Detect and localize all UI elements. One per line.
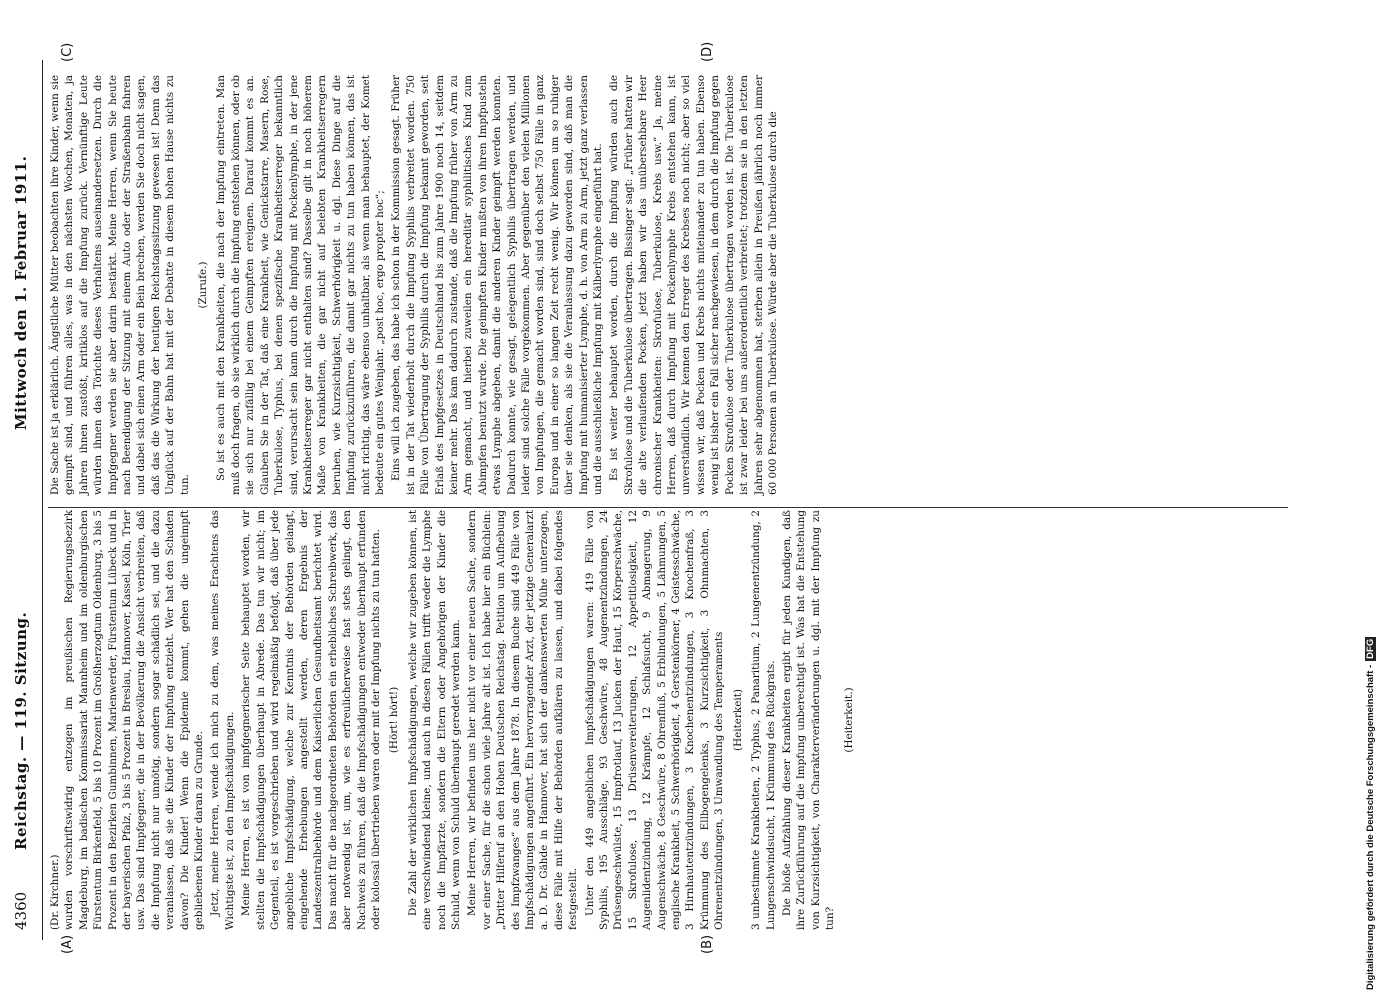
left-column: [48, 510, 860, 930]
paragraph: Meine Herren, es ist von impfgegnerischer Seite behauptet worden, wir stellten die Impfschädigungen überhaupt in Abrede. Das tun wir nicht; im Gegenteil, es ist vorgeschrieben und wird regelmäßig befolgt, daß über jede angebliche Impfschädigung, welche zur Kenntnis der Behörden gelangt, eingehende Erhebungen angestellt werden, deren Ergebnis der Landeszentralbehörde und dem Kaiserlichen Gesundheitsamt berichtet wird. Das macht für die nachgeordneten Behörden ein erhebliches Schreibwerk, das aber notwendig ist, um, wie es erfreulicherweise fast stets gelingt, den Nachweis zu führen, daß die Impfschädigungen entweder überhaupt erfunden oder kolossal übertrieben waren oder mit der Impfung nichts zu tun hatten.: [240, 510, 382, 930]
credit-text: Digitalisierung gefördert durch die Deutsche Forschungsgemeinschaft -: [1365, 664, 1376, 990]
column-divider: [48, 507, 1288, 508]
paragraph: Es ist weiter behauptet worden, durch die Impfung würden auch die Skrofulose und die Tuberkulose übertragen. Bissinger sagt: „Früher hatten wir die alte verlaufenden Pocken, jetzt haben wir das unübersehbare Heer chronischer Krankheiten: Skrofulose, Tuberkulose, Krebs usw.“ Ja, meine Herren, daß durch Impfung mit Pockenlymphe Krebs entstehen kann, ist unverständlich. Wir kennen den Erreger des Krebses noch nicht; aber so viel wissen wir, daß Pocken und Krebs nichts miteinander zu tun haben. Ebenso wenig ist bisher ein Fall sicher nachgewiesen, in dem durch die Impfung gegen Pocken Skrofulose oder Tuberkulose übertragen worden ist. Die Tuberkulose ist zwar leider bei uns außerordentlich verbreitet; trotzdem sie in den letzten Jahren sehr abgenommen hat, sterben allein in Preußen jährlich noch immer 60 000 Personen an Tuberkulose. Würde aber die Tuberkulose durch die: [608, 75, 779, 495]
digitization-credit: [1365, 637, 1376, 990]
speaker-label: (Dr. Kirchner.): [49, 854, 61, 930]
interjection: (Heiterkeit.): [842, 687, 855, 753]
paragraph: Die Zahl der wirklichen Impfschädigungen, welche wir zugeben können, ist eine verschwindend kleine, und auch in diesen Fällen trifft weder die Lymphe noch die Impfärzte, sondern die Eltern oder Angehörigen der Kinder die Schuld, wenn von Schuld überhaupt geredet werden kann.: [406, 510, 462, 930]
paragraph: Meine Herren, wir befinden uns hier nicht vor einer neuen Sache, sondern vor einer Sache, für die schon viele Jahre alt ist. Ich habe hier ein Büchlein: „Dritter Hilferuf an den Hohen Deutschen Reichstag. Petition um Aufhebung des Impfzwanges“ aus dem Jahre 1878. In diesem Buche sind 449 Fälle von Impfschädigungen angeführt. Ein hervorragender Arzt, der jetzige Generalarzt a. D. Dr. Gähde in Hannover, hat sich der dankenswerten Mühe unterzogen, diese Fälle mit Hilfe der Behörden aufklären zu lassen, und dabei folgendes festgestellt.: [466, 510, 580, 930]
paragraph: Eins will ich zugeben, das habe ich schon in der Kommission gesagt. Früher ist in der Tat wiederholt durch die Impfung Syphilis verbreitet worden. 750 Fälle von Übertragung der Syphilis durch die Impfung bekannt geworden, seit Erlaß des Impfgesetzes in Deutschland bis zum Jahre 1900 noch 14, seitdem keiner mehr. Das kam dadurch zustande, daß die Impfung früher von Arm zu Arm gemacht, und hierbei zuweilen ein hereditär syphilitisches Kind zum Abimpfen benutzt wurde. Die geimpften Kinder mußten von ihren Impfpusteln etwas Lymphe abgeben, damit die anderen Kinder geimpft werden konnten. Dadurch konnte, wie gesagt, gelegentlich Syphilis übertragen werden, und leider sind solche Fälle vorgekommen. Aber gegenüber den vielen Millionen von Impfungen, die gemacht worden sind, sind doch selbst 750 Fälle in ganz Europa und in einer so langen Zeit recht wenig. Wir können um so ruhiger über sie denken, als sie die Veranlassung dazu geworden sind, daß man die Impfung mit humanisierter Lymphe, d. h. von Arm zu Arm, jetzt ganz verlassen und die ausschließliche Impfung mit Kälberlymphe eingeführt hat.: [390, 75, 605, 495]
page-number: 4360: [12, 891, 30, 930]
running-header: [12, 70, 38, 930]
paragraph: Die Sache ist ja erklärlich. Ängstliche Mütter beobachten ihre Kinder, wenn sie geimpft sind, und führen alles, was in den nächsten Wochen, Monaten, ja Jahren ihnen zustößt, kritiklos auf die Impfung zurück. Vernünftige Leute würden ihnen das Törichte dieses Verhaltens auseinandersetzen. Durch die Impfgegner werden sie aber darin bestärkt. Meine Herren, wenn Sie heute nach Beendigung der Sitzung mit einem Auto oder der Straßenbahn fahren und dabei sich einen Arm oder ein Bein brechen, werden Sie doch nicht sagen, daß das die Wirkung der heutigen Reichstagssitzung gewesen ist! Denn das Unglück auf der Bahn hat mit der Debatte in diesem hohen Hause nichts zu tun.: [49, 75, 191, 495]
paragraph: So ist es auch mit den Krankheiten, die nach der Impfung eintreten. Man muß doch fragen, ob sie wirklich durch die Impfung entstehen können, oder ob sie sich nur zufällig bei einem Geimpften ereignen. Darauf kommt es an. Glauben Sie in der Tat, daß eine Krankheit, wie Genickstarre, Masern, Rose, Tuberkulose, Typhus, bei denen spezifische Krankheitserreger bekanntlich sind, verursacht sein kann durch die Impfung mit Pockenlymphe, in der jene Krankheitserreger gar nicht enthalten sind? Dasselbe gilt in noch höherem Maße von Krankheiten, die gar nicht auf belebten Krankheitserregern beruhen, wie Kurzsichtigkeit, Schwerhörigkeit u. dgl. Diese Dinge auf die Impfung zurückzuführen, die damit gar nichts zu tun haben können, das ist nicht richtig, das wäre ebenso unhaltbar, als wenn man behauptet, der Komet bedeute ein gutes Weinjahr. „post hoc, ergo propter hoc“;: [215, 75, 386, 495]
paragraph: Die bloße Aufzählung dieser Krankheiten ergibt für jeden Kundigen, daß ihre Zurückführung auf die Impfung unberechtigt ist. Was hat die Entstehung von Kurzsichtigkeit, von Charakterveränderungen u. dgl. mit der Impfung zu tun?: [780, 510, 837, 930]
interjection: (Zurufe.): [197, 261, 210, 309]
dfg-logo: DFG: [1365, 638, 1376, 659]
margin-mark-a: (A): [60, 934, 75, 954]
margin-mark-d: (D): [700, 41, 715, 62]
header-left-heading: Reichstag. — 119. Sitzung.: [12, 611, 30, 850]
interjection: (Hört! hört!): [388, 686, 401, 754]
paragraph: wurden vorschriftswidrig entzogen im preußischen Regierungsbezirk Magdeburg, im badischen Kommissariat Mannheim und im oldenburgischen Fürstentum Birkenfeld, 5 bis 10 Prozent im Großherzogtum Oldenburg, 3 bis 5 Prozent in den Bezirken Gumbinnen, Marienwerder, Fürstentum Lübeck und in der bayerischen Pfalz, 3 bis 5 Prozent in Breslau, Hannover, Kassel, Köln, Trier usw. Das sind Impfgegner, die in der Bevölkerung die Ansicht verbreiten, daß die Impfung nicht nur unnötig, sondern sogar schädlich sei, und die dazu veranlassen, daß sie die Kinder der Impfung entzieht. Wer hat den Schaden davon? Die Kinder! Wenn die Epidemie kommt, gehen die ungeimpft gebliebenen Kinder daran zu Grunde.: [63, 510, 206, 930]
header-right-heading: Mittwoch den 1. Februar 1911.: [12, 155, 30, 430]
paragraph: Jetzt, meine Herren, wende ich mich zu dem, was meines Erachtens das Wichtigste ist, zu den Impfschädigungen.: [209, 510, 236, 930]
paragraph: Unter den 449 angeblichen Impfschädigungen waren: 419 Fälle von Syphilis, 195 Ausschläge, 93 Geschwüre, 48 Augenentzündungen, 24 Drüsengeschwülste, 15 Impfrotlauf, 13 Jucken der Haut, 15 Körperschwäche, 15 Skrofulose, 13 Drüsenvereiterungen, 12 Appetitlosigkeit, 12 Augenlidentzündung, 12 Krämpfe, 12 Schlafsucht, 9 Abmagerung, 9 Augenschwäche, 8 Geschwüre, 8 Ohrenfluß, 5 Erblindungen, 5 Lähmungen, 5 englische Krankheit, 5 Schwerhörigkeit, 4 Gerstenkörner, 4 Geistesschwäche, 3 Hirnhautentzündungen, 3 Knochenentzündungen, 3 Knochenfraß, 3 Krümmung des Ellbogengelenks, 3 Kurzsichtigkeit, 3 Ohnmachten, 3 Ohrenentzündungen, 3 Umwandlung des Temperaments: [583, 510, 726, 930]
right-column: [48, 75, 782, 495]
paragraph: 3 unbestimmte Krankheiten, 2 Typhus, 2 Panaritium, 2 Lungenentzündung, 2 Lungenschwindsucht, 1 Krümmung des Rückgrats.: [750, 510, 777, 930]
interjection: (Heiterkeit): [731, 689, 744, 751]
margin-mark-c: (C): [60, 42, 75, 62]
header-rule: [42, 60, 43, 940]
margin-mark-b: (B): [700, 934, 715, 954]
